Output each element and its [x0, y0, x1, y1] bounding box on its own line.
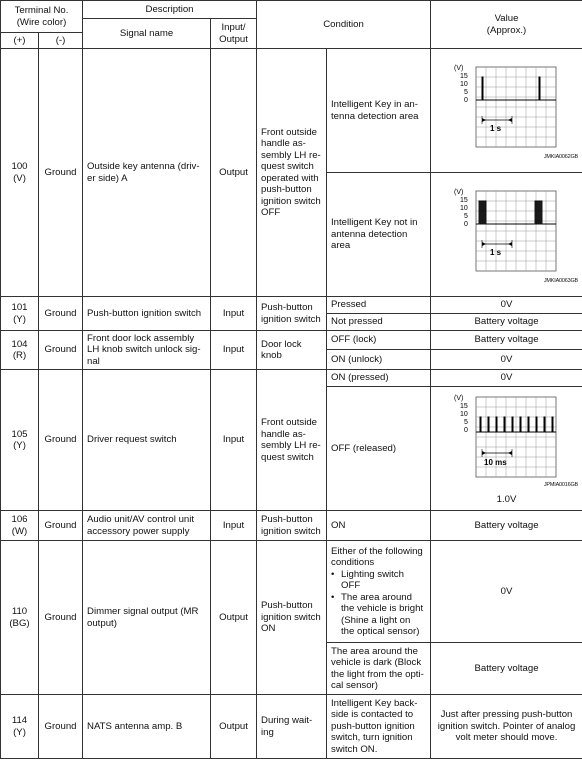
header-input-output: Input/ Output	[211, 19, 257, 49]
sub-condition: The area around the vehicle is dark (Block the light from the opti- cal sensor)	[327, 643, 431, 695]
time-scale-label: 10 ms	[483, 458, 507, 468]
header-value: Value (Approx.)	[431, 1, 582, 49]
tick-label: 5	[463, 419, 468, 427]
value-cell: 0V	[431, 350, 582, 370]
signal-name: NATS antenna amp. B	[83, 695, 211, 759]
header-description: Description	[83, 1, 257, 19]
table-row	[1, 49, 582, 173]
table-row	[1, 695, 582, 759]
terminal-ground: Ground	[39, 297, 83, 331]
terminal-number: 106 (W)	[1, 511, 39, 541]
value-cell: 0V	[431, 297, 582, 314]
input-output: Input	[211, 370, 257, 511]
sub-condition: Intelligent Key in an- tenna detection area	[327, 49, 431, 173]
condition: Push-button ignition switch ON	[257, 541, 327, 695]
header-terminal-no: Terminal No. (Wire color)	[1, 1, 83, 33]
condition: Door lock knob	[257, 331, 327, 370]
value-text: 1.0V	[496, 494, 517, 506]
bullet-icon: •	[331, 591, 335, 603]
bullet-icon: •	[331, 568, 335, 580]
oscilloscope-waveform	[452, 185, 562, 277]
input-output: Output	[211, 49, 257, 297]
tick-label: 10	[459, 205, 468, 212]
value-cell: 0V	[431, 370, 582, 387]
sub-condition: OFF (released)	[327, 387, 431, 511]
sub-condition: Not pressed	[327, 314, 431, 331]
signal-name: Audio unit/AV control unit accessory power supply	[83, 511, 211, 541]
table-row	[1, 511, 582, 541]
sub-condition	[327, 541, 431, 643]
time-scale-label: 1 s	[489, 248, 501, 257]
terminal-ground: Ground	[39, 511, 83, 541]
sub-condition: ON	[327, 511, 431, 541]
table-row	[1, 297, 582, 314]
axis-unit: (V)	[453, 395, 463, 403]
condition: Front outside handle as- sembly LH re- quest switch operated with push-button ignition switch OFF	[257, 49, 327, 297]
value-cell: Just after pressing push-button ignition switch. Pointer of analog volt meter should move.	[431, 695, 582, 759]
tick-label: 15	[459, 197, 468, 204]
tick-label: 15	[459, 73, 468, 80]
bullet-item	[331, 592, 426, 638]
axis-unit: (V)	[453, 189, 463, 196]
tick-label: 5	[463, 89, 468, 96]
input-output: Input	[211, 297, 257, 331]
terminal-ground: Ground	[39, 695, 83, 759]
tick-label: 15	[459, 403, 468, 411]
terminal-number: 114 (Y)	[1, 695, 39, 759]
signal-name: Dimmer signal output (MR output)	[83, 541, 211, 695]
tick-label: 0	[463, 221, 468, 228]
bullet-text: The area around the vehicle is bright (Shine a light on the optical sensor)	[341, 591, 424, 637]
sub-condition: Intelligent Key not in antenna detection area	[327, 173, 431, 297]
signal-name: Driver request switch	[83, 370, 211, 511]
header-signal-name: Signal name	[83, 19, 211, 49]
signal-name: Push-button ignition switch	[83, 297, 211, 331]
terminal-number: 104 (R)	[1, 331, 39, 370]
terminal-ground: Ground	[39, 331, 83, 370]
sub-condition-intro: Either of the following conditions	[331, 545, 423, 568]
terminal-number: 110 (BG)	[1, 541, 39, 695]
input-output: Input	[211, 331, 257, 370]
terminal-number: 101 (Y)	[1, 297, 39, 331]
value-cell: Battery voltage	[431, 643, 582, 695]
tick-label: 10	[459, 411, 468, 419]
figure-id: JPMIA0016GB	[543, 482, 579, 489]
condition: Push-button ignition switch	[257, 297, 327, 331]
sub-condition: ON (pressed)	[327, 370, 431, 387]
bullet-item	[331, 569, 426, 592]
sub-condition: ON (unlock)	[327, 350, 431, 370]
input-output: Input	[211, 511, 257, 541]
table-row	[1, 331, 582, 350]
bullet-text: Lighting switch OFF	[341, 568, 404, 591]
table-row	[1, 370, 582, 387]
terminal-ground: Ground	[39, 370, 83, 511]
tick-label: 0	[463, 427, 468, 435]
header-minus: (-)	[39, 33, 83, 49]
value-cell	[431, 49, 582, 173]
condition: Push-button ignition switch	[257, 511, 327, 541]
figure-id: JMKIA0062GB	[543, 154, 579, 160]
input-output: Output	[211, 541, 257, 695]
axis-unit: (V)	[453, 65, 463, 72]
signal-name: Front door lock assembly LH knob switch unlock sig- nal	[83, 331, 211, 370]
header-condition: Condition	[257, 1, 431, 49]
condition: During wait- ing	[257, 695, 327, 759]
tick-label: 0	[463, 97, 468, 104]
oscilloscope-waveform	[452, 391, 562, 481]
value-cell: Battery voltage	[431, 314, 582, 331]
oscilloscope-waveform	[452, 61, 562, 153]
value-cell	[431, 173, 582, 297]
terminal-number: 105 (Y)	[1, 370, 39, 511]
tick-label: 5	[463, 213, 468, 220]
sub-condition: Intelligent Key back- side is contacted to push-button ignition switch, turn ignition switch ON.	[327, 695, 431, 759]
value-cell: Battery voltage	[431, 511, 582, 541]
tick-label: 10	[459, 81, 468, 88]
value-cell: Battery voltage	[431, 331, 582, 350]
terminal-ground: Ground	[39, 49, 83, 297]
sub-condition: Pressed	[327, 297, 431, 314]
figure-id: JMKIA0063GB	[543, 278, 579, 284]
input-output: Output	[211, 695, 257, 759]
terminal-number: 100 (V)	[1, 49, 39, 297]
value-cell: 0V	[431, 541, 582, 643]
terminal-ground: Ground	[39, 541, 83, 695]
header-plus: (+)	[1, 33, 39, 49]
sub-condition: OFF (lock)	[327, 331, 431, 350]
condition: Front outside handle as- sembly LH re- quest switch	[257, 370, 327, 511]
signal-name: Outside key antenna (driv- er side) A	[83, 49, 211, 297]
time-scale-label: 1 s	[489, 124, 501, 133]
table-row	[1, 541, 582, 643]
value-cell	[431, 387, 582, 511]
